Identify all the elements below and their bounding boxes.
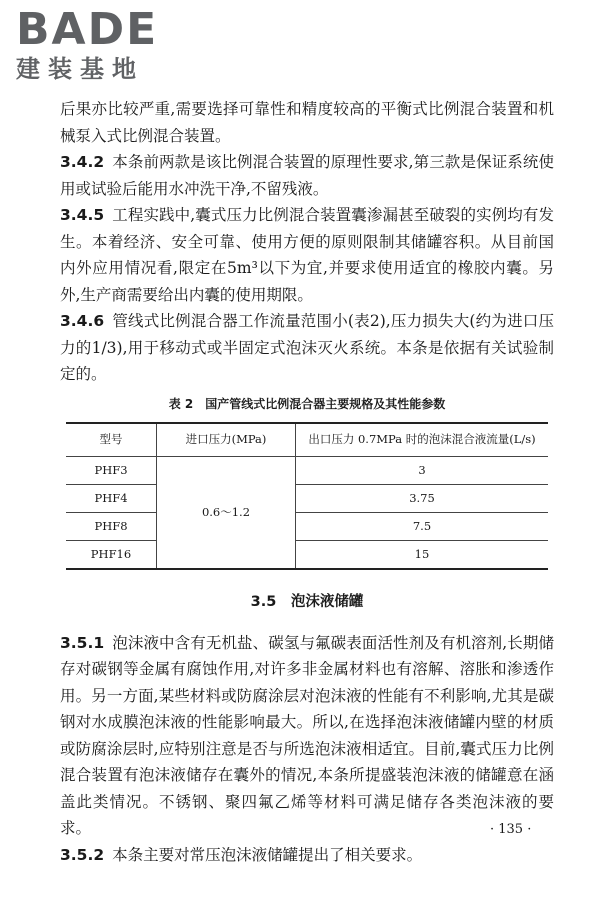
cell-flow: 7.5 xyxy=(296,512,549,540)
header-model: 型号 xyxy=(66,423,157,457)
table-row xyxy=(66,512,548,540)
table-header-row xyxy=(66,423,548,457)
clause-text: 本条主要对常压泡沫液储罐提出了相关要求。 xyxy=(112,845,423,864)
spec-table xyxy=(66,422,548,570)
paragraph-continued xyxy=(60,96,554,149)
clause-number: 3.4.5 xyxy=(60,206,105,224)
page-number: · 135 · xyxy=(490,822,532,837)
table-caption: 表 2 国产管线式比例混合器主要规格及其性能参数 xyxy=(168,396,446,411)
clause-3-5-1 xyxy=(60,630,554,842)
cell-model: PHF3 xyxy=(66,456,157,484)
cell-model: PHF16 xyxy=(66,540,157,569)
paragraph-text: 后果亦比较严重,需要选择可靠性和精度较高的平衡式比例混合装置和机械泵入式比例混合装置。 xyxy=(60,100,554,145)
clause-3-4-5 xyxy=(60,202,554,308)
header-flow: 出口压力 0.7MPa 时的泡沫混合液流量(L/s) xyxy=(296,423,549,457)
clause-number: 3.4.2 xyxy=(60,153,105,171)
logo-subtitle: 建装基地 xyxy=(16,55,144,83)
clause-number: 3.5.2 xyxy=(60,845,105,864)
cell-model: PHF4 xyxy=(66,484,157,512)
clause-text: 管线式比例混合器工作流量范围小(表2),压力损失大(约为进口压力的1/3),用于移动式或半固定式泡沫灭火系统。本条是依据有关试验制定的。 xyxy=(60,312,554,383)
bade-logo xyxy=(16,4,159,84)
clause-3-4-2 xyxy=(60,149,554,202)
clause-3-5-2 xyxy=(60,842,554,869)
cell-flow: 15 xyxy=(296,540,549,569)
logo-wordmark: BADE xyxy=(16,4,159,55)
clause-text: 泡沫液中含有无机盐、碳氢与氟碳表面活性剂及有机溶剂,长期储存对碳钢等金属有腐蚀作用,对许多非金属材料也有溶解、溶胀和渗透作用。另一方面,某些材料或防腐涂层对泡沫液的性能有不利影响,尤其是碳钢对水成膜泡沫液的性能影响最大。所以,在选择泡沫液储罐内壁的材质或防腐涂层时,应特别注意是否与所选泡沫液相适宜。目前,囊式压力比例混合装置有泡沫液储存在囊外的情况,本条所提盛装泡沫液的储罐意在涵盖此类情况。不锈钢、聚四氟乙烯等材料可满足储存各类泡沫液的要求。 xyxy=(60,633,554,837)
table-row xyxy=(66,456,548,484)
cell-flow: 3.75 xyxy=(296,484,549,512)
document-body xyxy=(60,96,554,868)
header-inlet-pressure: 进口压力(MPa) xyxy=(157,423,296,457)
clause-number: 3.5.1 xyxy=(60,633,105,652)
cell-flow: 3 xyxy=(296,456,549,484)
clause-text: 本条前两款是该比例混合装置的原理性要求,第三款是保证系统使用或试验后能用水冲洗干净,不留残液。 xyxy=(60,153,554,198)
table-row xyxy=(66,484,548,512)
clause-3-4-6 xyxy=(60,308,554,388)
cell-model: PHF8 xyxy=(66,512,157,540)
cell-inlet-pressure: 0.6～1.2 xyxy=(157,456,296,569)
clause-text: 工程实践中,囊式压力比例混合装置囊渗漏甚至破裂的实例均有发生。本着经济、安全可靠、使用方便的原则限制其储罐容积。从目前国内外应用情况看,限定在5m³以下为宜,并要求使用适宜的橡胶内囊。另外,生产商需要给出内囊的使用期限。 xyxy=(60,206,554,304)
clause-number: 3.4.6 xyxy=(60,312,105,330)
table-row xyxy=(66,540,548,569)
section-title: 3.5 泡沫液储罐 xyxy=(250,593,364,610)
